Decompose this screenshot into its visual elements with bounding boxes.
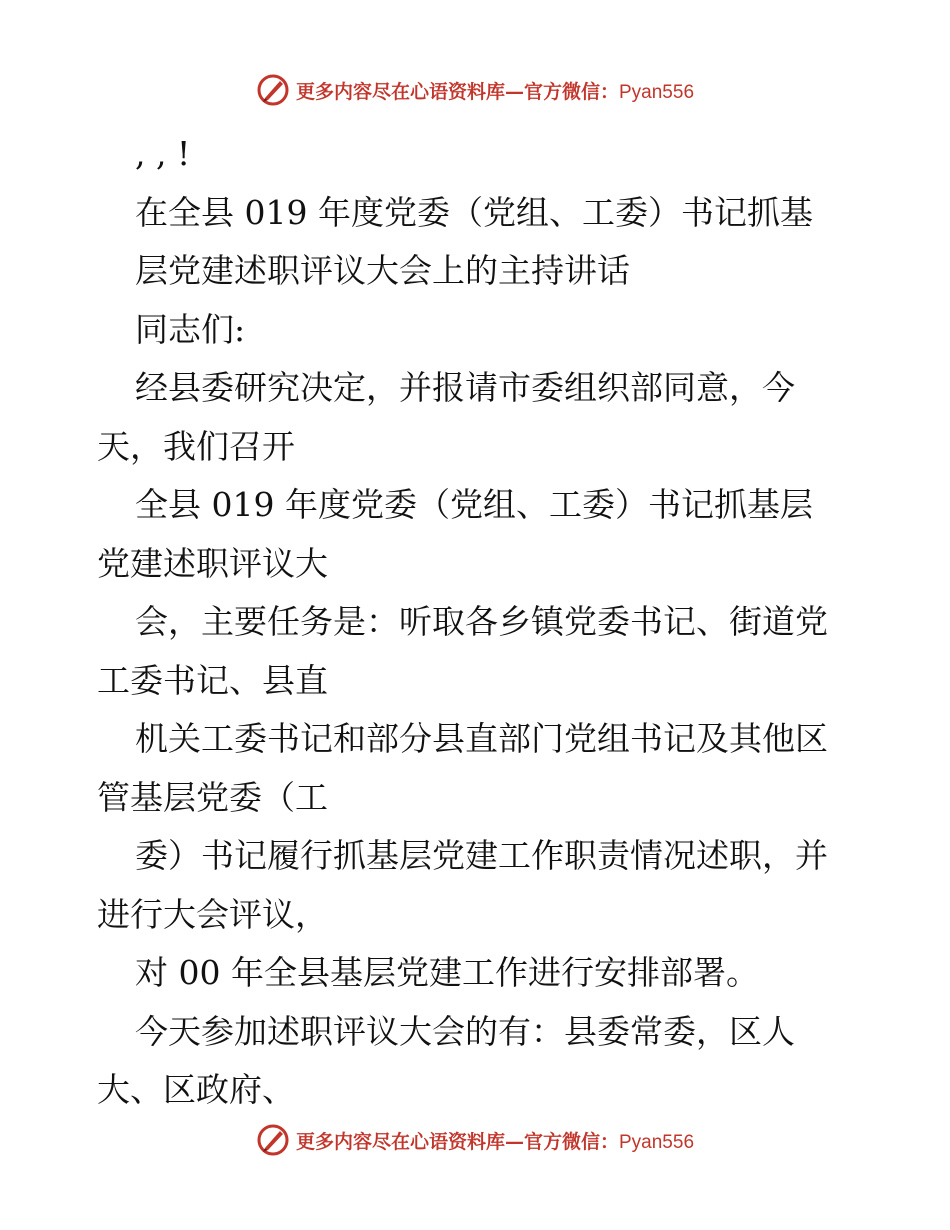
title-line: 层党建述职评议大会上的主持讲话 bbox=[135, 251, 630, 290]
document-body bbox=[97, 125, 877, 1120]
text-line: , , ! bbox=[135, 134, 191, 173]
red-pen-logo-icon bbox=[256, 1123, 290, 1157]
text-line: 天，我们召开 bbox=[97, 426, 295, 466]
text-line: 经县委研究决定，并报请市委组织部同意，今 bbox=[135, 368, 795, 407]
text-line: 全县 019 年度党委（党组、工委）书记抓基层 bbox=[135, 485, 813, 524]
red-pen-logo-icon bbox=[256, 73, 290, 107]
title-line: 在全县 019 年度党委（党组、工委）书记抓基 bbox=[135, 192, 813, 232]
text-line: 大、区政府、 bbox=[97, 1070, 295, 1109]
banner-text: 更多内容尽在心语资料库—官方微信：Pyan556 bbox=[295, 80, 695, 103]
text-line: 委）书记履行抓基层党建工作职责情况述职，并 bbox=[135, 836, 828, 875]
text-line: 管基层党委（工 bbox=[97, 777, 328, 817]
text-line: 机关工委书记和部分县直部门党组书记及其他区 bbox=[135, 719, 828, 758]
text-line: 会，主要任务是：听取各乡镇党委书记、街道党 bbox=[135, 602, 828, 641]
wechat-id: Pyan556 bbox=[619, 1131, 695, 1153]
text-line: 进行大会评议， bbox=[97, 894, 328, 934]
text-line: 今天参加述职评议大会的有：县委常委，区人 bbox=[135, 1011, 795, 1051]
text-line: 对 00 年全县基层党建工作进行安排部署。 bbox=[135, 953, 759, 992]
footer-banner bbox=[0, 1120, 950, 1160]
banner-text: 更多内容尽在心语资料库—官方微信：Pyan556 bbox=[295, 1130, 695, 1153]
wechat-id: Pyan556 bbox=[619, 81, 695, 103]
text-line: 工委书记、县直 bbox=[97, 660, 328, 700]
header-banner bbox=[0, 70, 950, 110]
salutation: 同志们: bbox=[135, 309, 246, 349]
text-line: 党建述职评议大 bbox=[97, 543, 328, 583]
